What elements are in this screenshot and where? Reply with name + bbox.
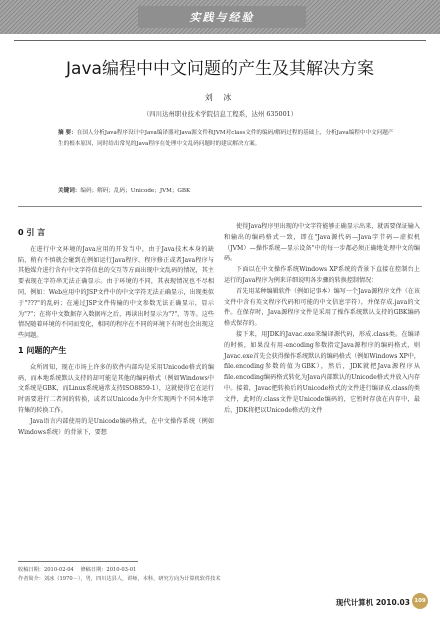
author: 刘 冰 bbox=[204, 93, 236, 102]
paragraph: 接下来，用JDK的Javac.exe来编译源代码，形成.class类。在编译的时候，如果没有用-encoding参数指定Java源程序的编码格式，则Javac.exe首先会获得操作系统默认的编码格式（例如Windows XP中，file.encoding参数的值为GBK），然后，JDK就把Java源程序从file.encoding编码格式转化为Java内部默认的Unicode格式并放入内存中。接着，Javac把转换后的Unicode格式的文件进行编译成.class的类文件，此时的.class文件是Unicode编码的，它暂时存放在内存中，最后，JDK将把以Unicode格式的文件 bbox=[224, 330, 420, 414]
paper-title: Java编程中中文问题的产生及其解决方案 bbox=[66, 59, 374, 79]
section-heading-problem: 1 问题的产生 bbox=[18, 345, 67, 355]
footnote-rule bbox=[18, 561, 138, 562]
section-heading-intro: 0 引 言 bbox=[18, 228, 46, 237]
footnote-dates bbox=[18, 566, 258, 575]
section-tag-label: 实践与经验 bbox=[189, 11, 255, 24]
paragraph: 众所周知，现在市场上许多的软件内部均是采用Unicode格式的编码，而本地系统默认支持的却可能是其他的编码格式（例如Windows中文系统是GBK，而Linux系统通常支持ISO8859-1），这就使得它在运行时需要进行二者间的转换，或者以Unicode为中介实现两个不同本地字符集的转换工作。 bbox=[18, 363, 214, 414]
paragraph: Java语言内部使用的是Unicode编码格式，在中文操作系统（例如Windows系统）的背景下，要想 bbox=[18, 417, 214, 436]
abstract-label: 摘 要： bbox=[58, 130, 77, 136]
paragraph: 在进行中文环境的Java应用的开发当中，由于Java技术本身的缺陷，稍有不慎就会碰到在例如运行Java程序、程序修正或者Java程序与其他媒介进行含有中文字符信息的交互等方面出现中文乱码的情况，其主要表现在字符串无法正确显示。由于环境的不同，其表现情况也不尽相同，例如：Web应用中的JSP文件中的中文字符无法正确显示，出现类似于"???"的乱码；在通过JSP文件传输的中文参数无法正确显示，显示为"?"；在将中文数据存入数据库之后，再读出时显示为"?"，等等。这些情况随着环境的不同而变化，相同的程序在不同的环境下有时也会出现这些问题。 bbox=[18, 245, 214, 340]
section-tag bbox=[138, 6, 306, 28]
paragraph: 使得Java程序里出现的中文字符能够正确显示出来，就需要保证输入和输出的编码格式一致，即在"Java源代码—Java字节码—虚拟机（JVM）—操作系统—显示设备"中的每一步都必须正确地处理中文的编码。 bbox=[224, 223, 420, 263]
keywords-text: 编码；解码；乱码；Unicode；JVM；GBK bbox=[80, 188, 191, 194]
header-band bbox=[0, 0, 440, 34]
right-column bbox=[224, 222, 420, 416]
journal-footer: 现代计算机 2010.03 bbox=[335, 598, 410, 607]
footnote bbox=[18, 566, 258, 584]
keywords-label: 关键词： bbox=[58, 188, 81, 194]
left-column bbox=[18, 224, 214, 438]
header-rule bbox=[14, 40, 426, 41]
keywords bbox=[58, 186, 398, 194]
page-number: 109 bbox=[412, 593, 428, 609]
received-date: 收稿日期：2010-02-04 bbox=[18, 567, 74, 573]
revised-date: 修稿日期：2010-03-01 bbox=[80, 567, 137, 573]
paragraph: 下面以在中文操作系统Windows XP系统的背景下直接在控制台上运行的Java程序为例来详细说明各步骤的转换控制情况： bbox=[224, 266, 420, 284]
paragraph: 首先用某种编辑软件（例如记事本）编写一个Java源程序文件（在该文件中含有英文程序代码和可能的中文信息字符），并保存成.java的文件。在保存时，Java源程序文件是采用了操作系统默认支持的GBK编码格式保存的。 bbox=[224, 287, 420, 328]
abstract-text: 在国人分析Java程序设计中Java编译器对Java源文件和JVM对class文件的编码/解码过程的基础上，分析Java编程中中文问题产生的根本原因，同时给出常见的Java程序在处理中文乱码问题时的建议解决方案。 bbox=[58, 130, 394, 147]
abstract bbox=[58, 128, 398, 149]
author-bio: 作者简介：刘冰（1970－），男，四川达县人，讲师，本科，研究方向为计算机软件技术 bbox=[18, 576, 221, 582]
abstract-rule bbox=[18, 206, 422, 207]
affiliation: （四川达州职业技术学院信息工程系，达州 635001） bbox=[142, 110, 298, 118]
